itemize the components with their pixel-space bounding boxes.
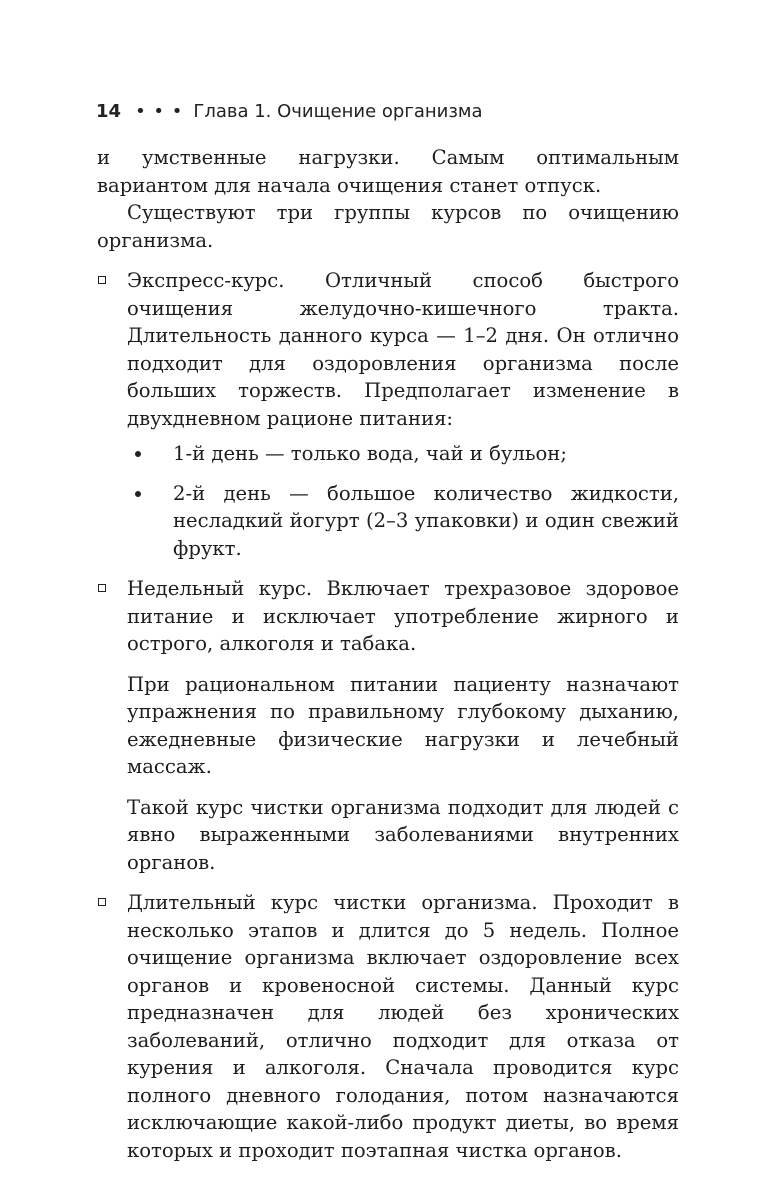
page-number: 14 — [96, 101, 122, 122]
checkbox-bullet-icon — [98, 584, 106, 592]
bullet-dot-icon — [135, 491, 141, 497]
list-item-text: 2-й день — большое количество жидкости, несладкий йогурт (2–3 упаковки) и один свежий фрукт. — [173, 481, 679, 560]
course-paragraph: Такой курс чистки организма подходит для людей с явно выраженными заболеваниями внутренних органов. — [127, 795, 679, 874]
diet-list — [127, 440, 679, 562]
list-item — [127, 480, 679, 563]
bullet-dot-icon — [135, 451, 141, 457]
course-text: Длительный курс чистки организма. Проходит в несколько этапов и длится до 5 недель. Полное очищение организма включает оздоровление всех органов и кровеносной системы. Данный курс предназначен для людей без хронических заболеваний, отлично подходит для отказа от курения и алкоголя. Сначала проводится курс полного дневного голодания, потом назначаются исключающие какой-либо продукт диеты, во время которых и проходит поэтапная чистка органов. — [127, 891, 679, 1162]
checkbox-bullet-icon — [98, 276, 106, 284]
header-separator: • • • — [135, 101, 184, 122]
chapter-title: Глава 1. Очищение организма — [193, 101, 483, 122]
continuation-paragraph: и умственные нагрузки. Самым оптимальным вариантом для начала очищения станет отпуск. — [97, 146, 679, 197]
running-header — [96, 100, 483, 124]
course-paragraph: При рациональном питании пациенту назначают упражнения по правильному глубокому дыханию, ежедневные физические нагрузки и лечебный массаж. — [127, 672, 679, 778]
course-text: Экспресс-курс. Отличный способ быстрого очищения желудочно-кишечного тракта. Длительность данного курса — 1–2 дня. Он отлично подходит для оздоровления организма после больших торжеств. Предполагает изменение в двухдневном рационе питания: — [127, 269, 679, 430]
page-body — [97, 144, 679, 1164]
checkbox-bullet-icon — [98, 898, 106, 906]
course-item-express — [97, 267, 679, 562]
intro-paragraph: Существуют три группы курсов по очищению организма. — [97, 201, 679, 252]
course-item-weekly — [97, 575, 679, 876]
list-item-text: 1-й день — только вода, чай и бульон; — [173, 442, 567, 465]
course-item-long — [97, 889, 679, 1164]
course-text: Недельный курс. Включает трехразовое здоровое питание и исключает употребление жирного и острого, алкоголя и табака. — [127, 577, 679, 655]
list-item — [127, 440, 679, 468]
